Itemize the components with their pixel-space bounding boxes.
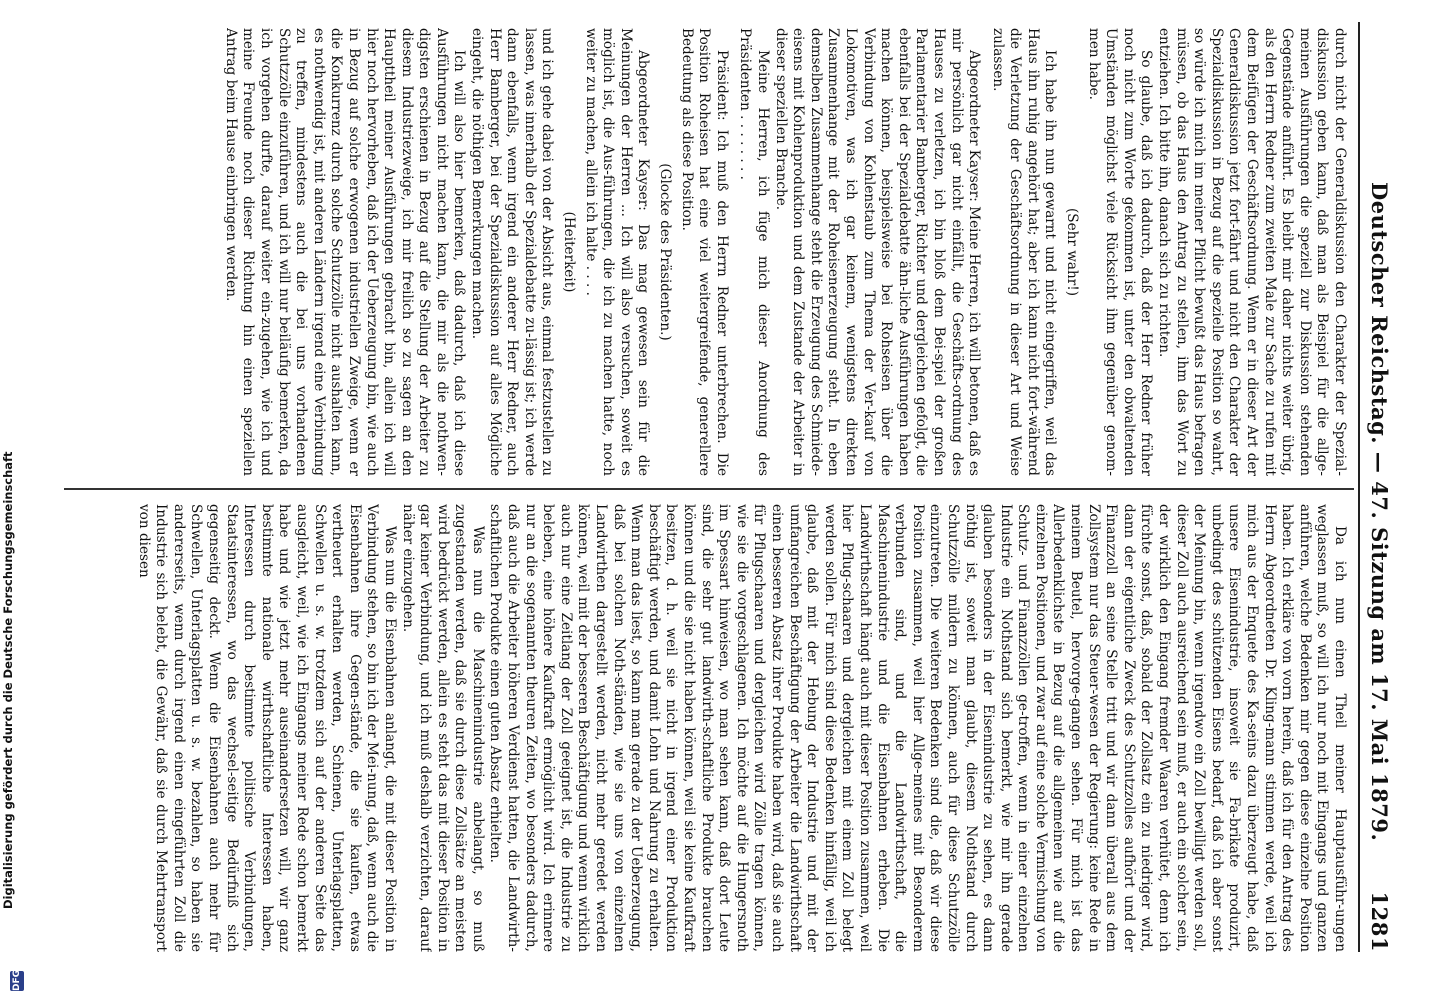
paragraph: Ich habe ihn nun gewarnt und nicht eingegriffen, weil das Haus ihn ruhig angehört hat; aber ich kann nicht fort-während die Verletzung der Geschäftsordnung in dieser Art und Weise zulassen. [989,28,1059,476]
digitization-sidebar [1,0,28,1000]
paragraph: Ich will also hier bemerken, daß dadurch, daß ich diese Ausführungen nicht machen kann, die mir als die nothwen-digsten erschienen in Bezug auf die Stellung der Arbeiter zu diesem Industriezweige, ich mir freilich so zu sagen an den Haupttheil meiner Ausführungen gebracht bin, allein ich will hier noch hervorheben, daß ich der Ueberzeugung bin, wie auch in Bezug auf solche erwogenen industriellen Zweige, wenn er die Konkurrenz durch solche Schutzzölle nicht aushalten kann, es nothwendig ist, mit anderen Ländern irgend eine Verbindung zu treffen, mindestens auch die bei uns vorhandenen Schutzzölle einzuführen, und ich will nur beiläufig bemerken, da ich vorgehen durfte, darauf weiter ein-zugehen, wie ich und meine Freunde noch dieser Richtung hin einen speziellen Antrag beim Hause einbringen werden. [222,28,468,476]
paragraph: Abgeordneter Kayser: Meine Herren, ich will betonen, daß es mir persönlich gar nicht einfällt, die Geschäfts-ordnung des Hauses zu verletzen, ich bin bloß dem Bei-spiel der großen Parlamentarier Bamberger, Richter und dergleichen gefolgt, die ebenfalls bei der Spezialdebatte ähn-liche Ausführungen haben machen können, beispielsweise bei Rohseisen über die Verbindung von Kohlenstaub zum Thema der Ver-kauf von Lokomotiven, was ich gar keinem, wenigstens direkten Zusammenhange mit der Roheisenerzeugung steht. In eben demselben Zusammenhange steht die Erzeugung des Schmiede-eisens mit Kohlenproduktion und dem Zustande der Arbeiter in dieser speziellen Branche. [772,28,983,476]
interjection: (Glocke des Präsidenten.) [657,163,674,341]
paragraph: und ich gehe dabei von der Absicht aus, einmal festzustellen zu lassen, was innerhalb der Spezialdebatte zu-lässig ist; ich werde dann ebenfalls, wenn irgend ein anderer Herr Redner, auch Herr Bamberger, bei der Spezialdiskussion auf alles Mögliche eingeht, die nöthigen Bemerkungen machen. [469,28,556,476]
paragraph: Was nun die Maschinenindustrie anbelangt, so muß zugestanden werden, daß sie durch diese Zollsätze an meisten wird bedrückt werden, allein es steht das mit dieser Position in gar keiner Verbindung, und ich muß deshalb verzichten, darauf näher einzugehen. [399,504,486,952]
paragraph: Was nun die Eisenbahnen anlangt, die mit dieser Position in Verbindung stehen, so bin ich der Mei-nung, daß, wenn auch die Eisenbahnen ihre Gegen-stände, die sie kaufen, etwas vertheuert erhalten werden, Schienen, Unterlagsplatten, Schwellen u. s. w. trotzdem sich auf der anderen Seite das ausgleicht, weil, wie ich Eingangs meiner Rede schon bemerkt habe und wie jetzt mehr auseinandersetzen will, wir ganz bestimmte nationale wirthschaftliche Interessen haben, Interessen durch bestimmte politische Verbindungen, Staatsinteressen, wo das wechsel-seitige Bedürfniß sich gegenseitig deckt. Wenn die Eisenbahnen auch mehr für Schwellen, Unterlagsplatten u. s. w. bezahlen, so haben sie andererseits, wenn durch irgend einen eingeführten Zoll die Industrie sich belebt, die Gewähr, daß sie durch Mehrtransport von diesen [135,504,398,952]
paragraph: Da ich nun einen Theil meiner Hauptausführ-ungen weglassen muß, so will ich nur noch mit Eingangs und ganzen anführen, welche Bedenken mir gegen diese einzelne Position haben. Ich erkläre von vorn herein, daß ich für den Antrag des Herrn Abgeordneten Dr. Kling-mann stimmen werde, weil ich mich aus der Enquete des Ka-seins dazu überzeugt habe, daß unsere Eisenindustrie, insoweit sie Fa-brikate produzirt, unbedingt des schützenden Eisens bedarf, daß ich aber sonst der Meinung bin, wenn irgendwo ein Zoll bewilligt werden soll, dieser Zoll auch ausreichend sein muß, er auch ein solcher sein, der wirklich den Eingang fremder Waaren verhütet, denn ich fürchte sonst, daß, sobald der Zollsatz ein zu niedriger wird, dann der eigentliche Zweck des Schutzzolles aufhört und der Finanzzoll an seine Stelle tritt und wir dann überall aus dem Zollsystem nur das Steuer-wesen der Regierung: keine Rede in meinem Beutel, hervorge-gangen sehen. Für mich ist das Allerbedenklichste in Bezug auf die allgemeinen wie auf die einzelnen Positionen, und zwar auf eine solche Vermischung von Schutz- und Finanzzöllen ge-troffen, wenn in einer einzelnen Industrie ein Nothstand sich bemerkt, wie mir ihn gerade glauben besonders in der Eisenindustrie zu sehen, es dann nöthig ist, soweit man glaubt, diesem Nothstand durch Schutzzölle mildern zu können, auch für diese Schutzzölle einzutreten. Die weiteren Bedenken sind die, daß wir diese Position zusammen, weil hier Allge-meines mit Besonderem verbunden sind, und die Landwirthschaft, die Maschinenindustrie und die Eisenbahnen erheben. Die Landwirthschaft hängt auch mit dieser Position zusammen, weil hier Pflug-schaaren und dergleichen mit einem Zoll belegt werden sollen. Für mich sind diese Bedenken hinfällig, weil ich glaube, daß mit der Hebung der Industrie und mit der umfangreichen Beschäftigung der Arbeiter die Landwirthschaft einen besseren Absatz ihrer Produkte haben wird, daß sie auch für Pflugschaaren und dergleichen wird Zölle tragen können, wie sie die vorgeschlagenen. Ich möchte auf die Hungersnoth im Spessart hinweisen, wo man sehen kann, daß dort Leute sind, die sehr gut landwirth-schaftliche Produkte brauchen können und die sie nicht haben können, weil sie keine Kaufkraft besitzen, d. h. weil sie nicht in irgend einer Produktion beschäftigt werden, und damit Lohn und Nahrung zu erhalten. Wenn man das liest, so kann man gerade zu der Ueberzeugung, daß bei solchen Noth-ständen, wie sie uns von einzelnen Landwirthen dargestellt werden, nicht mehr geredet werden können, weil mit der besseren Beschäftigung und wenn wirklich auch nur eine Zeitlang der Zoll geeignet ist, die Industrie zu beleben, eine höhere Kaufkraft ermöglicht wird. Ich erinnere nur an die sogenannten theuren Zeiten, wo besonders dadurch, daß auch die Arbeiter höheren Verdienst hatten, die Landwirth-schaftlichen Produkte einen guten Absatz erhielten. [487,504,1348,952]
digitization-credit [0,25,19,975]
spacer [982,28,988,476]
interjection: (Heiterkeit) [561,211,578,293]
page-header [1360,22,1394,952]
dfg-logo-icon: DFG [12,970,22,992]
document-page [24,22,1394,952]
paragraph: Meine Herren, ich füge mich dieser Anordnung des Präsidenten . . . . . . . . [737,28,771,476]
page-number: 1281 [1367,891,1392,952]
paragraph: durch nicht der Generaldiskussion den Charakter der Spezial-diskussion geben kann, daß man als Beispiel für die allge-meinen Ausführungen die speziell zur Diskussion stehenden Gegenstände anführt. Es bleibt mir daher nichts weiter übrig, als den Herrn Redner zum zweiten Male zur Sache zu rufen mit dem Beifügen der Geschäftsordnung. Wenn er in dieser Art der Generaldiskussion jetzt fort-fährt und nicht den Charakter der Spezialdiskussion in Bezug auf die spezielle Position so wahrt, so würde ich mich im meiner Pflicht bewußt das Haus befragen müssen, ob das Haus den Antrag zu stellen, ihm das Wort zu entziehen. Ich bitte ihn, danach sich zu richten. [1156,28,1348,476]
column-divider [64,488,1354,490]
header-rule [1358,22,1360,952]
paragraph: So glaube, daß ich dadurch, daß der Herr Redner früher noch nicht zum Worte gekommen ist, unter den obwaltenden Umständen möglichst viele Rücksicht ihm gegenüber genom-men habe. [1085,28,1155,476]
paragraph: Abgeordneter Kayser: Das mag gewesen sein für die Meinungen der Herren ... Ich will also versuchen, soweit es möglich ist, die Aus-führungen, die ich zu machen hatte, noch weiter zu machen, allein ich halte . . . . [582,28,652,476]
interjection: (Sehr wahr!) [1064,208,1081,296]
right-column [58,504,1348,952]
credit-text: Digitalisierung gefördert durch die Deutsche Forschungsgemeinschaft [1,451,15,909]
paragraph: Präsident: Ich muß den Herrn Redner unterbrechen. Die Position Roheisen hat eine viel weitergreifende, generellere Bedeutung als diese Position. [678,28,730,476]
page-title: Deutscher Reichstag. — 47. Sitzung am 17. Mai 1879. [1367,182,1392,842]
left-column [58,28,1348,476]
